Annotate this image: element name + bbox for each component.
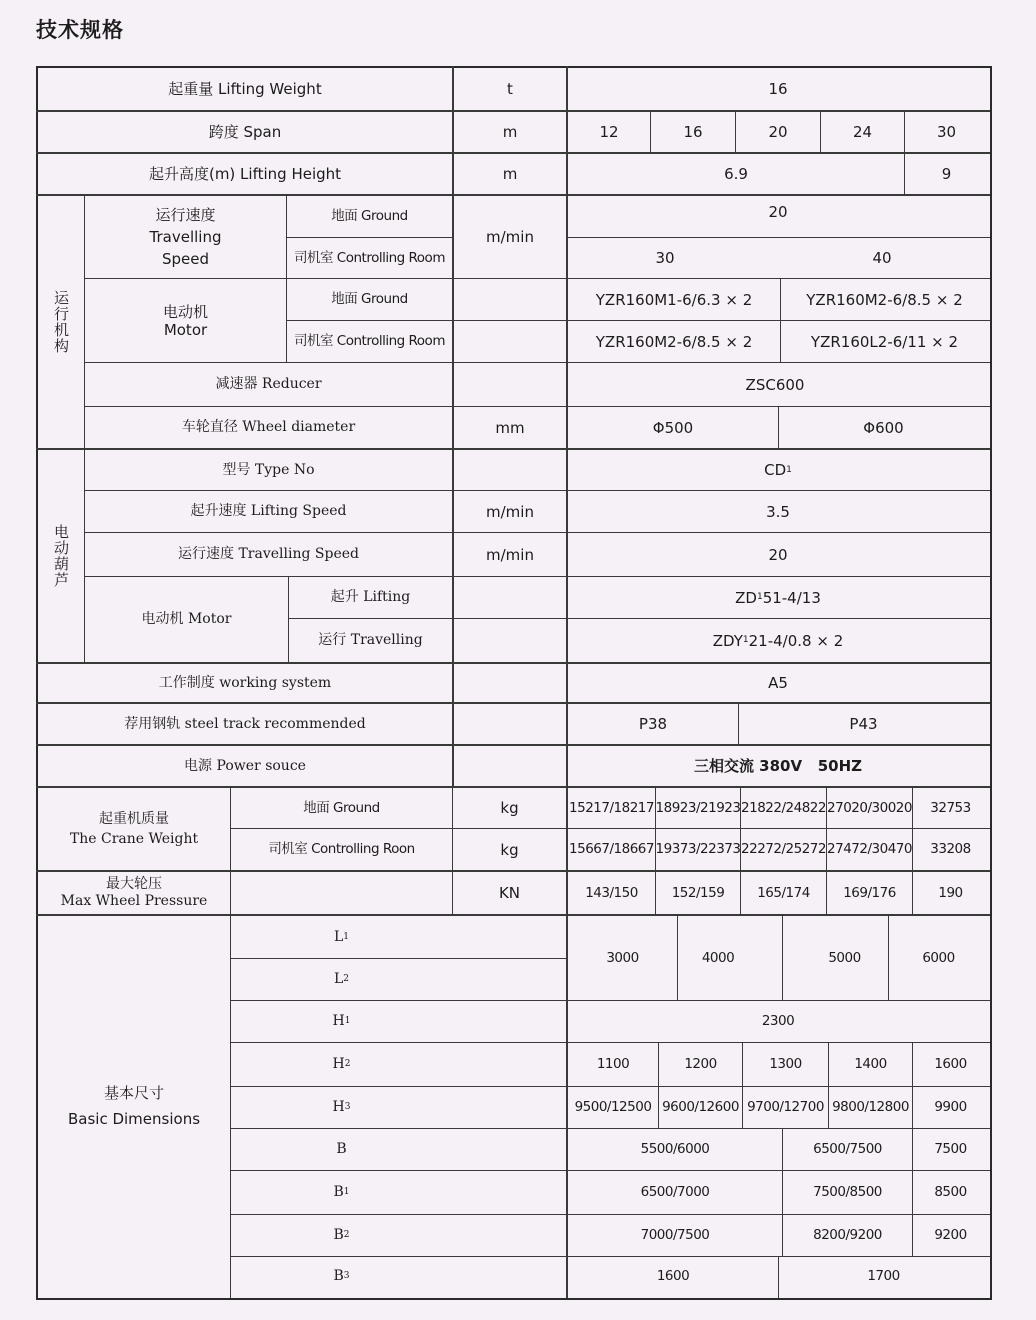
hoist-motor-label: 电动机 Motor: [141, 611, 232, 628]
dim-symbol-b: [231, 1129, 452, 1170]
dim-symbol-subscript: 2: [343, 974, 350, 985]
dim-symbol-letter: H: [332, 1099, 345, 1116]
lifting-weight-value: 16: [768, 80, 788, 98]
max-wheel-pressure-value: 165/174: [757, 884, 810, 901]
steel-track-label: 荐用钢轨 steel track recommended: [124, 715, 366, 732]
span-value: 12: [599, 123, 619, 141]
max-wheel-pressure-label-cn: 最大轮压: [106, 876, 162, 893]
travel-mechanism-group-label: 运行机构: [52, 290, 70, 354]
travel-speed-room: 40: [872, 249, 892, 267]
dim-h2-value: 1400: [854, 1056, 887, 1073]
dim-h3-value: 9800/12800: [832, 1099, 909, 1116]
dim-h3-value: 9700/12700: [747, 1099, 824, 1116]
motor-room-value: YZR160M2-6/8.5 × 2: [595, 332, 753, 351]
controlling-room-label: 司机室 Controlling Room: [294, 249, 445, 266]
hoist-type-subscript: 1: [786, 464, 792, 475]
max-wheel-pressure-label-en: Max Wheel Pressure: [60, 893, 208, 909]
dim-h2-value: 1100: [596, 1056, 630, 1073]
dim-b-value: 7500: [934, 1141, 967, 1158]
working-system-value: A5: [768, 674, 788, 692]
travel-speed-label-line: 运行速度: [155, 206, 216, 224]
max-wheel-pressure-value: 190: [938, 884, 963, 901]
dim-symbol-b1: [231, 1171, 452, 1214]
dim-symbol-subscript: 2: [344, 1059, 351, 1070]
basic-dimensions-label: [38, 916, 230, 1296]
dim-h3-value: 9600/12600: [662, 1099, 739, 1116]
controlling-room-label: 司机室 Controlling Room: [294, 333, 445, 350]
dim-symbol-h2: [231, 1043, 452, 1086]
power-source-value: 三相交流 380V 50HZ: [693, 757, 863, 775]
lifting-weight-unit: t: [507, 80, 513, 98]
weight-room-value: 27472/30470: [827, 841, 912, 858]
hoist-motor-travelling-subscript: 1: [742, 635, 749, 646]
dim-h2-value: 1600: [934, 1056, 967, 1073]
hoist-type-code: CD: [764, 461, 787, 479]
hoist-motor-travelling-value: [568, 619, 988, 662]
hoist-motor-lifting-value: [568, 577, 988, 618]
weight-ground-value: 27020/30020: [827, 799, 912, 816]
reducer-label: 减速器 Reducer: [215, 376, 322, 393]
weight-room-value: 33208: [930, 841, 971, 858]
dim-symbol-letter: B: [333, 1268, 344, 1285]
lifting-speed-label: 起升速度 Lifting Speed: [190, 503, 347, 520]
hoist-motor-lifting-spec: 51-4/13: [762, 588, 821, 607]
dim-symbol-letter: B: [333, 1227, 344, 1244]
max-wheel-pressure-value: 143/150: [585, 884, 638, 901]
dim-b2-value: 9200: [934, 1227, 967, 1244]
dim-l-value: 6000: [922, 949, 955, 966]
dim-symbol-l2: [231, 959, 452, 1000]
steel-track-value: P38: [638, 715, 668, 733]
dim-b1-value: 8500: [934, 1184, 967, 1201]
lifting-weight-label: 起重量 Lifting Weight: [168, 80, 322, 98]
travel-speed-room: 30: [655, 249, 675, 267]
dim-symbol-letter: B: [333, 1184, 344, 1201]
weight-room-value: 22272/25272: [741, 841, 826, 858]
max-wheel-pressure-value: 152/159: [671, 884, 725, 901]
dim-symbol-letter: L: [333, 928, 344, 945]
dim-b1-value: 7500/8500: [813, 1184, 882, 1201]
dim-b3-value: 1600: [656, 1268, 690, 1285]
crane-weight-label-en: The Crane Weight: [69, 830, 199, 847]
lifting-height-value: 9: [941, 165, 952, 183]
weight-room-value: 19373/22373: [655, 841, 741, 858]
max-wheel-pressure-label: [38, 872, 230, 914]
page-title: 技术规格: [36, 18, 124, 42]
travel-speed-label-line: Travelling: [149, 228, 222, 246]
lifting-height-unit: m: [502, 165, 518, 183]
weight-ground-label: 地面 Ground: [303, 799, 380, 816]
dim-symbol-h1: [231, 1001, 452, 1042]
dim-b-value: 6500/7500: [813, 1141, 882, 1158]
dim-symbol-l1: [231, 916, 452, 958]
max-wheel-pressure-value: 169/176: [843, 884, 896, 901]
weight-room-value: 15667/18667: [569, 841, 654, 858]
wheel-diameter-unit: mm: [495, 418, 525, 437]
hoist-motor-travelling-model: ZDY: [712, 631, 743, 650]
lifting-speed-value: 3.5: [766, 502, 790, 521]
lifting-height-value: 6.9: [724, 165, 748, 183]
dim-h1-value: 2300: [761, 1013, 795, 1030]
dim-l-value: 5000: [828, 949, 861, 966]
weight-ground-value: 18923/21923: [655, 799, 741, 816]
travel-speed-unit: m/min: [486, 228, 534, 246]
dim-symbol-subscript: 2: [343, 1230, 350, 1241]
dim-symbol-letter: B: [336, 1141, 347, 1158]
dim-b3-value: 1700: [867, 1268, 900, 1285]
dim-symbol-subscript: 1: [343, 1187, 350, 1198]
dim-symbol-h3: [231, 1087, 452, 1128]
ground-label: 地面 Ground: [331, 291, 408, 308]
travel-speed-label: [85, 196, 286, 278]
reducer-value: ZSC600: [745, 375, 805, 394]
lifting-speed-unit: m/min: [486, 502, 534, 521]
motor-ground-value: YZR160M1-6/6.3 × 2: [595, 290, 753, 309]
hoist-travel-speed-unit: m/min: [486, 545, 534, 564]
steel-track-value: P43: [849, 715, 878, 733]
dim-l-value: 3000: [606, 949, 639, 966]
lifting-height-label: 起升高度(m) Lifting Height: [148, 165, 342, 183]
dim-symbol-subscript: 3: [343, 1271, 350, 1282]
motor-label: [85, 279, 286, 362]
weight-room-label: 司机室 Controlling Roon: [268, 841, 415, 858]
dim-symbol-letter: H: [332, 1013, 345, 1030]
span-value: 24: [852, 123, 873, 141]
hoist-motor-lifting-model: ZD: [735, 588, 757, 607]
span-value: 20: [768, 123, 788, 141]
travel-speed-label-line: Speed: [161, 250, 210, 268]
wheel-diameter-value: Φ500: [652, 418, 694, 437]
span-value: 30: [936, 123, 957, 141]
dim-l-value: 4000: [701, 949, 735, 966]
power-source-label: 电源 Power souce: [184, 757, 306, 774]
wheel-diameter-label: 车轮直径 Wheel diameter: [181, 419, 356, 436]
dim-symbol-letter: L: [333, 971, 344, 988]
motor-room-value: YZR160L2-6/11 × 2: [810, 332, 959, 351]
weight-ground-value: 15217/18217: [569, 799, 654, 816]
dim-h3-value: 9500/12500: [574, 1099, 652, 1116]
dim-symbol-subscript: 1: [343, 931, 350, 942]
dim-b-value: 5500/6000: [640, 1141, 710, 1158]
working-system-label: 工作制度 working system: [158, 674, 332, 691]
ground-label: 地面 Ground: [331, 208, 408, 225]
motor-ground-value: YZR160M2-6/8.5 × 2: [806, 290, 963, 309]
dim-b2-value: 7000/7500: [640, 1227, 710, 1244]
crane-weight-label: [38, 788, 230, 870]
electric-hoist-group-label: 电动葫芦: [52, 524, 70, 588]
travel-speed-ground: 20: [768, 203, 788, 221]
span-label: 跨度 Span: [208, 123, 282, 141]
hoist-travelling-label: 运行 Travelling: [318, 632, 423, 649]
dim-symbol-letter: H: [332, 1056, 345, 1073]
dim-b1-value: 6500/7000: [640, 1184, 710, 1201]
motor-label-line: Motor: [163, 320, 208, 339]
dim-symbol-b2: [231, 1215, 452, 1256]
hoist-type-label: 型号 Type No: [222, 461, 315, 478]
basic-dimensions-label-cn: 基本尺寸: [103, 1084, 164, 1102]
span-value: 16: [683, 123, 703, 141]
weight-unit: kg: [500, 799, 519, 817]
motor-label-line: 电动机: [162, 302, 208, 321]
hoist-travel-speed-label: 运行速度 Travelling Speed: [178, 546, 359, 563]
dim-h2-value: 1300: [769, 1056, 802, 1073]
dim-h3-value: 9900: [934, 1099, 967, 1116]
hoist-type-value: [568, 450, 988, 490]
weight-ground-value: 32753: [930, 799, 971, 816]
crane-weight-label-cn: 起重机质量: [99, 810, 169, 827]
hoist-travel-speed-value: 20: [768, 545, 788, 564]
basic-dimensions-label-en: Basic Dimensions: [67, 1110, 201, 1128]
hoist-motor-travelling-spec: 21-4/0.8 × 2: [748, 631, 844, 650]
dim-symbol-subscript: 1: [344, 1016, 351, 1027]
hoist-lifting-label: 起升 Lifting: [330, 589, 411, 606]
dim-h2-value: 1200: [684, 1056, 717, 1073]
weight-unit: kg: [500, 840, 519, 859]
dim-b2-value: 8200/9200: [813, 1227, 882, 1244]
max-wheel-pressure-unit: KN: [498, 884, 521, 902]
hoist-motor-lifting-subscript: 1: [756, 592, 763, 603]
weight-ground-value: 21822/24822: [741, 799, 826, 816]
wheel-diameter-value: Φ600: [863, 418, 904, 437]
dim-symbol-subscript: 3: [344, 1102, 351, 1113]
dim-symbol-b3: [231, 1257, 452, 1296]
span-unit: m: [502, 123, 518, 141]
